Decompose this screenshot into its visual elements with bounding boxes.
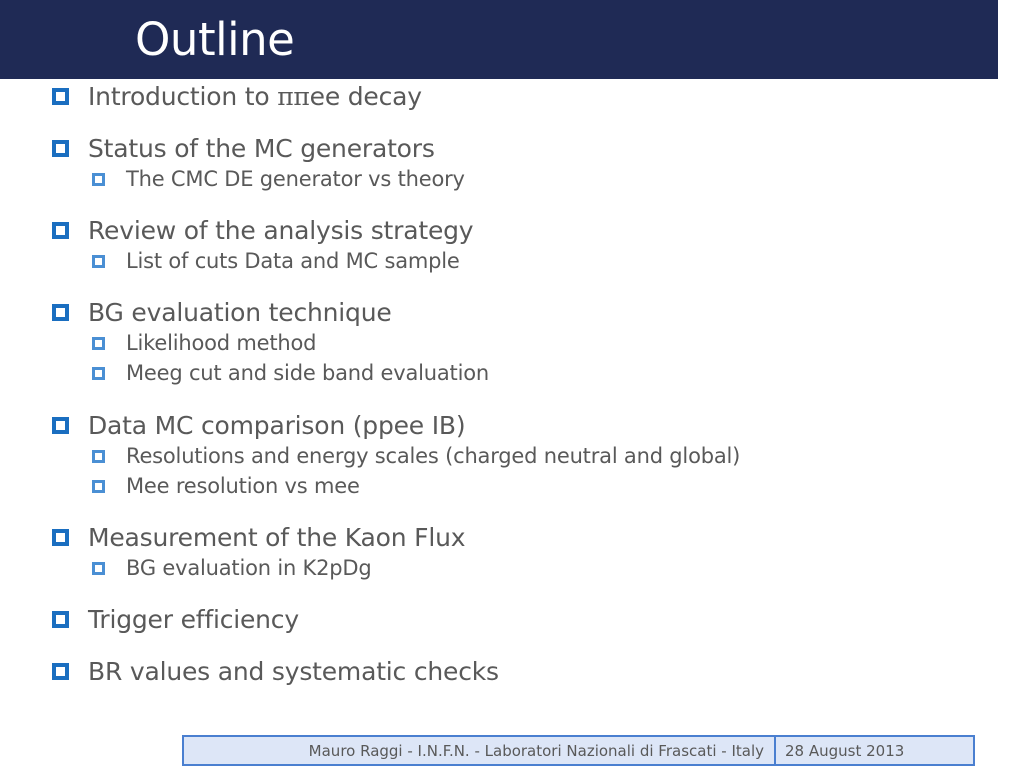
outline-subitem <box>92 166 465 192</box>
outline-item <box>52 410 465 440</box>
slide-title: Outline <box>135 13 295 66</box>
outline-item-text-suffix: ee decay <box>309 81 422 111</box>
square-bullet-icon <box>52 611 69 628</box>
footer-date: 28 August 2013 <box>785 741 905 760</box>
outline-item-text: BR values and systematic checks <box>88 656 499 686</box>
outline-item-text <box>88 82 422 111</box>
square-bullet-icon <box>52 222 69 239</box>
footer-author: Mauro Raggi - I.N.F.N. - Laboratori Nazionali di Frascati - Italy <box>184 737 776 764</box>
small-square-bullet-icon <box>92 480 105 493</box>
outline-item-text: Measurement of the Kaon Flux <box>88 522 466 552</box>
outline-subitem-text: Resolutions and energy scales (charged neutral and global) <box>126 444 741 468</box>
outline-item <box>52 81 422 111</box>
outline-item <box>52 133 435 163</box>
pi-pi-symbol: ππ <box>277 81 310 111</box>
small-square-bullet-icon <box>92 367 105 380</box>
title-bar <box>0 0 998 79</box>
square-bullet-icon <box>52 663 69 680</box>
outline-subitem <box>92 443 740 469</box>
square-bullet-icon <box>52 140 69 157</box>
square-bullet-icon <box>52 304 69 321</box>
outline-item-text-prefix: Introduction to <box>88 81 278 111</box>
outline-subitem <box>92 473 360 499</box>
outline-item-text: Trigger efficiency <box>88 604 299 634</box>
outline-item <box>52 215 473 245</box>
outline-item-text: Data MC comparison (ppee IB) <box>88 410 466 440</box>
outline-item-text: Status of the MC generators <box>88 133 435 163</box>
outline-subitem-text: BG evaluation in K2pDg <box>126 556 372 580</box>
square-bullet-icon <box>52 88 69 105</box>
outline-subitem-text: The CMC DE generator vs theory <box>126 167 465 191</box>
small-square-bullet-icon <box>92 562 105 575</box>
outline-item <box>52 297 392 327</box>
square-bullet-icon <box>52 417 69 434</box>
square-bullet-icon <box>52 529 69 546</box>
small-square-bullet-icon <box>92 450 105 463</box>
small-square-bullet-icon <box>92 255 105 268</box>
outline-item-text: BG evaluation technique <box>88 297 392 327</box>
outline-subitem-text: Mee resolution vs mee <box>126 474 360 498</box>
outline-subitem <box>92 330 316 356</box>
outline-subitem-text: List of cuts Data and MC sample <box>126 249 460 273</box>
outline-subitem <box>92 360 489 386</box>
outline-item <box>52 522 465 552</box>
small-square-bullet-icon <box>92 337 105 350</box>
outline-item-text: Review of the analysis strategy <box>88 215 474 245</box>
outline-subitem <box>92 555 372 581</box>
outline-item <box>52 604 299 634</box>
small-square-bullet-icon <box>92 173 105 186</box>
outline-subitem-text: Meeg cut and side band evaluation <box>126 361 489 385</box>
outline-subitem <box>92 248 460 274</box>
outline-item <box>52 656 499 686</box>
footer <box>182 735 975 766</box>
outline-subitem-text: Likelihood method <box>126 331 317 355</box>
